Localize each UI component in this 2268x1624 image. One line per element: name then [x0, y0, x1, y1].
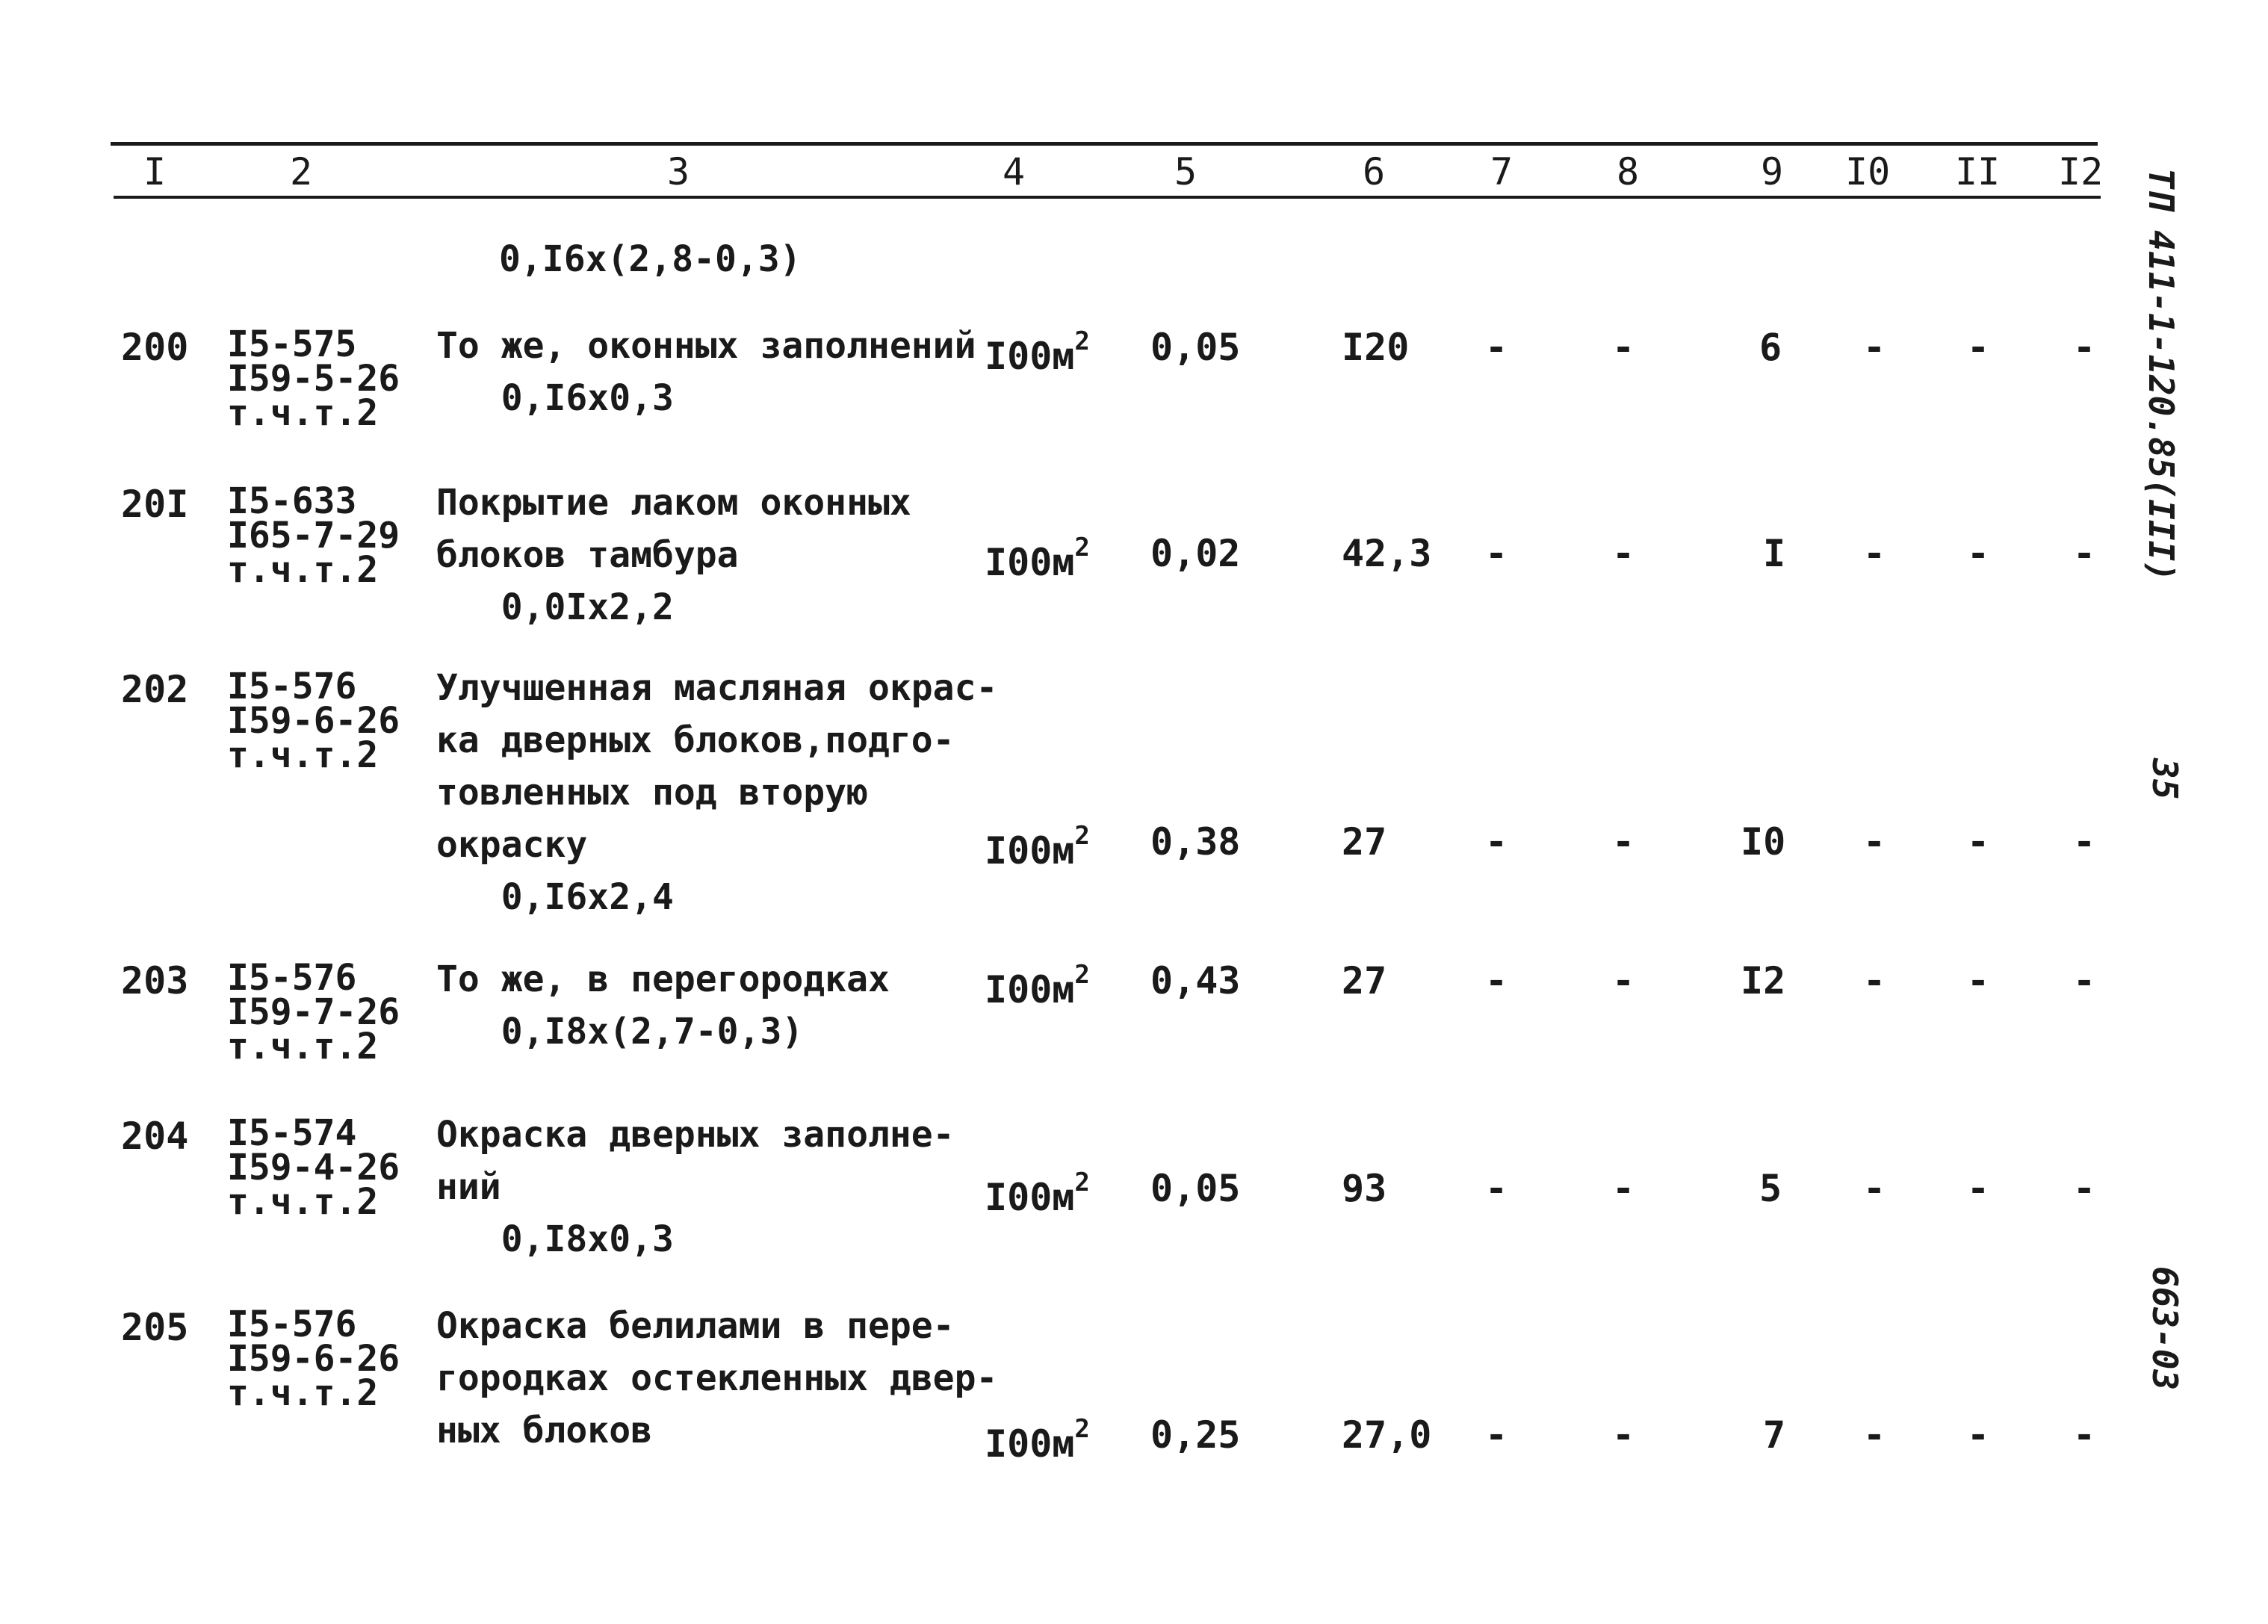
unit	[985, 821, 1090, 873]
unit-text: I00м	[985, 1176, 1075, 1219]
norm-code: I5-575 I59-5-26 т.ч.т.2	[227, 323, 400, 434]
unit-exponent: 2	[1074, 326, 1090, 356]
quantity: 0,43	[1150, 959, 1241, 1002]
col8-value: -	[1612, 1413, 1635, 1457]
col12-value: -	[2073, 1413, 2096, 1457]
description-continuation: 0,I6x(2,8-0,3)	[499, 238, 802, 280]
unit-text: I00м	[985, 1422, 1075, 1466]
quantity: 0,02	[1150, 532, 1241, 575]
col7-value: -	[1485, 1413, 1508, 1457]
quantity: 0,05	[1150, 1167, 1241, 1210]
col10-value: -	[1863, 959, 1886, 1002]
col10-value: -	[1863, 326, 1886, 369]
col8-value: -	[1612, 959, 1635, 1002]
row-number: 202	[121, 668, 189, 711]
col11-value: -	[1967, 1167, 1990, 1210]
work-description: Покрытие лаком оконных блоков тамбура 0,0Ix2,2	[436, 482, 911, 628]
col11-value: -	[1967, 959, 1990, 1002]
unit-text: I00м	[985, 829, 1075, 873]
unit	[985, 960, 1090, 1011]
col-header-8: 8	[1617, 150, 1640, 193]
col8-value: -	[1612, 532, 1635, 575]
document-code: ТП 411-1-120.85(III)	[2141, 168, 2181, 582]
header-bottom-rule	[114, 196, 2101, 199]
row-number: 204	[121, 1115, 189, 1158]
unit	[985, 1168, 1090, 1219]
unit-exponent: 2	[1074, 1168, 1090, 1197]
col10-value: -	[1863, 1167, 1886, 1210]
col-header-6: 6	[1363, 150, 1386, 193]
col7-value: -	[1485, 820, 1508, 864]
row-number: 203	[121, 959, 189, 1002]
work-description: Окраска белилами в пере- городках остекленных двер- ных блоков	[436, 1305, 998, 1451]
col8-value: -	[1612, 820, 1635, 864]
col10-value: -	[1863, 1413, 1886, 1457]
col12-value: -	[2073, 820, 2096, 864]
col-header-9: 9	[1761, 150, 1784, 193]
unit-text: I00м	[985, 335, 1075, 378]
col6-value: I20	[1342, 326, 1410, 369]
col6-value: 42,3	[1342, 532, 1432, 575]
row-number: 205	[121, 1306, 189, 1349]
col6-value: 27	[1342, 959, 1387, 1002]
col12-value: -	[2073, 532, 2096, 575]
unit	[985, 326, 1090, 378]
work-description: То же, оконных заполнений 0,I6x0,3	[436, 325, 976, 419]
col8-value: -	[1612, 1167, 1635, 1210]
col6-value: 27,0	[1342, 1413, 1432, 1457]
col9-value: I2	[1741, 959, 1786, 1002]
quantity: 0,25	[1150, 1413, 1241, 1457]
col-header-1: I	[143, 150, 167, 193]
norm-code: I5-576 I59-6-26 т.ч.т.2	[227, 666, 400, 776]
unit-exponent: 2	[1074, 821, 1090, 851]
col7-value: -	[1485, 326, 1508, 369]
col6-value: 93	[1342, 1167, 1387, 1210]
col11-value: -	[1967, 326, 1990, 369]
col11-value: -	[1967, 1413, 1990, 1457]
col9-value: 5	[1759, 1167, 1782, 1210]
work-description: Улучшенная масляная окрас- ка дверных блоков,подго- товленных под вторую окраску 0,I6x2,4	[436, 667, 998, 918]
quantity: 0,38	[1150, 820, 1241, 864]
col12-value: -	[2073, 1167, 2096, 1210]
unit-exponent: 2	[1074, 1414, 1090, 1444]
unit	[985, 533, 1090, 584]
col7-value: -	[1485, 1167, 1508, 1210]
unit	[985, 1414, 1090, 1466]
work-description: То же, в перегородках 0,I8x(2,7-0,3)	[436, 958, 890, 1053]
col-header-4: 4	[1003, 150, 1026, 193]
unit-exponent: 2	[1074, 960, 1090, 990]
col-header-5: 5	[1174, 150, 1197, 193]
quantity: 0,05	[1150, 326, 1241, 369]
unit-exponent: 2	[1074, 533, 1090, 562]
col9-value: I	[1763, 532, 1786, 575]
col-header-12: I2	[2058, 150, 2104, 193]
norm-code: I5-633 I65-7-29 т.ч.т.2	[227, 480, 400, 591]
col12-value: -	[2073, 326, 2096, 369]
col8-value: -	[1612, 326, 1635, 369]
page-number: 35	[2145, 758, 2185, 800]
col7-value: -	[1485, 532, 1508, 575]
norm-code: I5-576 I59-6-26 т.ч.т.2	[227, 1304, 400, 1414]
col9-value: I0	[1741, 820, 1786, 864]
col-header-10: I0	[1845, 150, 1891, 193]
col10-value: -	[1863, 820, 1886, 864]
col10-value: -	[1863, 532, 1886, 575]
col7-value: -	[1485, 959, 1508, 1002]
row-number: 200	[121, 326, 189, 369]
col11-value: -	[1967, 820, 1990, 864]
col-header-11: II	[1955, 150, 2001, 193]
col12-value: -	[2073, 959, 2096, 1002]
col6-value: 27	[1342, 820, 1387, 864]
unit-text: I00м	[985, 541, 1075, 584]
norm-code: I5-576 I59-7-26 т.ч.т.2	[227, 957, 400, 1067]
sheet-number: 663-03	[2145, 1266, 2185, 1391]
col-header-7: 7	[1490, 150, 1513, 193]
work-description: Окраска дверных заполне- ний 0,I8x0,3	[436, 1114, 955, 1260]
header-top-rule	[111, 142, 2098, 146]
col-header-2: 2	[290, 150, 313, 193]
col-header-3: 3	[667, 150, 690, 193]
row-number: 20I	[121, 483, 189, 526]
col9-value: 7	[1763, 1413, 1786, 1457]
norm-code: I5-574 I59-4-26 т.ч.т.2	[227, 1112, 400, 1223]
unit-text: I00м	[985, 968, 1075, 1011]
col9-value: 6	[1759, 326, 1782, 369]
col11-value: -	[1967, 532, 1990, 575]
